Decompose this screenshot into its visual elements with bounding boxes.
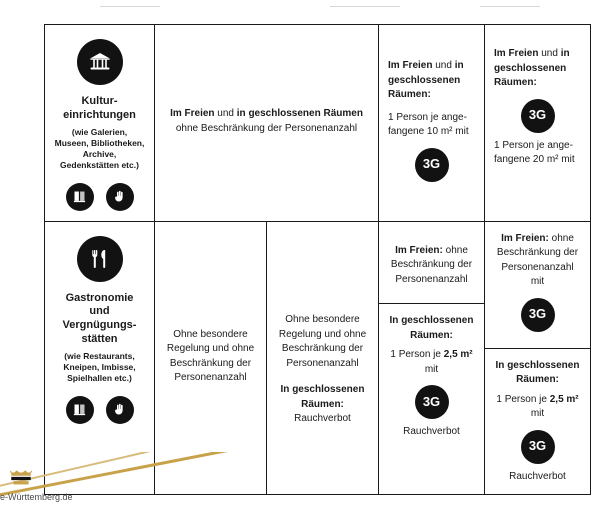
- badge-3g: 3G: [521, 99, 555, 133]
- cell-heading: [388, 59, 475, 103]
- text-und: und: [214, 108, 237, 120]
- text-und: und: [538, 48, 561, 59]
- category-title-line1: Kultur-: [81, 95, 118, 107]
- text-mit: mit: [424, 363, 439, 375]
- text-und: und: [432, 60, 455, 71]
- book-icon: [66, 183, 94, 211]
- cell-text-bottom: Rauchverbot: [294, 413, 351, 425]
- subcell-indoor: [379, 303, 484, 450]
- note-rauchverbot: Rauchverbot: [509, 470, 566, 482]
- cell-body: [494, 393, 581, 422]
- category-icon-row: [54, 183, 145, 211]
- text-im-freien: Im Freien: [494, 48, 539, 59]
- text-flaeche: 2,5 m²: [443, 349, 473, 361]
- category-subtitle: (wie Restaurants, Kneipen, Imbisse, Spielhallen etc.): [63, 350, 136, 383]
- cell-text: [388, 244, 475, 288]
- hand-wave-icon: [106, 396, 134, 424]
- subcell-outdoor: [379, 222, 484, 304]
- cell-culture-alarmstufe: [485, 25, 591, 222]
- cell-body: [388, 348, 475, 377]
- category-title-line2: Vergnügungs-: [62, 319, 137, 332]
- rule-left: [100, 6, 160, 7]
- cell-culture-warnstufe: [379, 25, 485, 222]
- cell-body: 1 Person je ange-fangene 10 m² mit: [388, 111, 469, 137]
- note-rauchverbot: Rauchverbot: [403, 426, 460, 438]
- state-crest-icon: [8, 466, 34, 492]
- badge-3g: 3G: [521, 430, 555, 464]
- category-icon-row: [54, 396, 145, 424]
- cell-text-top: Ohne besondere Regelung und ohne Beschränkung der Personenanzahl: [278, 314, 367, 369]
- page-footer: [0, 440, 609, 510]
- category-title: [54, 95, 145, 123]
- museum-icon: [77, 39, 123, 85]
- regulations-table: [44, 24, 591, 495]
- rule-right: [480, 6, 540, 7]
- text-person-je: 1 Person je: [390, 349, 444, 361]
- text-ohne-beschraenkung: ohne Beschränkung der Personenanzahl mit: [496, 232, 579, 288]
- cell-body: 1 Person je ange-fangene 20 m² mit: [494, 139, 575, 165]
- footer-url: e-Württemberg.de: [0, 492, 73, 502]
- text-ohne-beschraenkung: ohne Beschränkung der Personenanzahl: [390, 244, 473, 285]
- top-decorative-rules: [0, 0, 609, 14]
- category-title-line3: stätten: [81, 332, 118, 345]
- cell-culture-basic-rules: [155, 25, 379, 222]
- category-title-line1: Gastronomie und: [65, 291, 134, 318]
- cell-heading: In geschlossenen Räumen:: [389, 315, 474, 341]
- rule-center: [330, 6, 400, 7]
- cell-text: [164, 107, 369, 136]
- hand-wave-icon: [106, 183, 134, 211]
- badge-3g: 3G: [415, 148, 449, 182]
- category-cell-culture: [45, 25, 155, 222]
- restaurant-icon: [77, 236, 123, 282]
- text-person-je: 1 Person je: [496, 393, 550, 405]
- text-im-freien: Im Freien:: [501, 232, 549, 244]
- text-flaeche: 2,5 m²: [549, 393, 579, 405]
- category-subtitle: (wie Galerien, Museen, Bibliotheken, Archive, Gedenkstätten etc.): [54, 126, 145, 170]
- text-im-freien: Im Freien: [170, 108, 215, 120]
- book-icon: [66, 396, 94, 424]
- table-row: [45, 25, 591, 222]
- badge-3g: 3G: [415, 385, 449, 419]
- category-title: [54, 292, 145, 347]
- cell-heading: In geschlossenen Räumen:: [495, 359, 580, 386]
- text-geschlossene-raeume: in geschlossenen Räumen: [236, 108, 363, 120]
- text-im-freien: Im Freien:: [395, 244, 443, 256]
- cell-heading: [494, 47, 581, 91]
- cell-text: [494, 232, 581, 290]
- badge-3g: 3G: [521, 298, 555, 332]
- regulations-table-wrapper: [44, 24, 590, 495]
- text-im-freien: Im Freien: [388, 60, 433, 71]
- text-geschlossene-raeume: in geschlossenen Räumen:: [388, 60, 464, 100]
- text-ohne-beschraenkung: ohne Beschränkung der Personenanzahl: [175, 122, 358, 134]
- cell-text: Ohne besondere Regelung und ohne Beschränkung der Personenanzahl: [166, 328, 255, 384]
- cell-text-bold: In geschlossenen Räumen:: [280, 384, 365, 410]
- text-mit: mit: [530, 408, 545, 420]
- gold-swoosh: [0, 452, 609, 510]
- subcell-outdoor: [485, 222, 590, 348]
- category-title-line2: einrichtungen: [63, 108, 136, 121]
- text-geschlossene-raeume: in geschlossenen Räumen:: [494, 48, 570, 88]
